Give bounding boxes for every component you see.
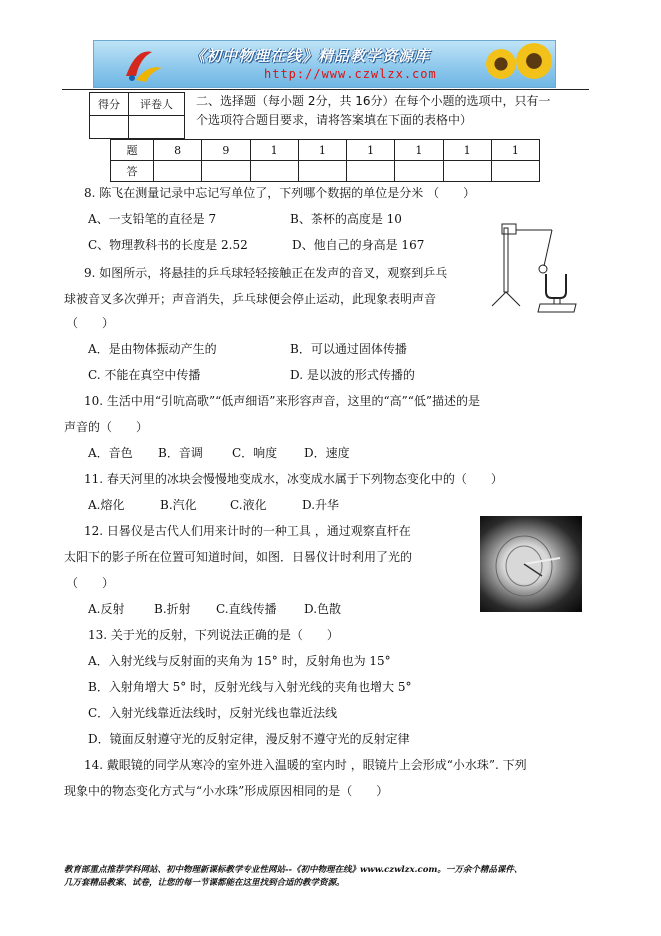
answer-cell[interactable] [443,161,491,182]
option-c: C.直线传播 [216,602,277,616]
option-d: D. 是以波的形式传播的 [290,368,415,382]
sundial-photo [480,516,582,612]
option-d: D、他自己的身高是 167 [292,238,425,252]
score-cell[interactable] [90,116,129,139]
grader-cell[interactable] [128,116,184,139]
option-a: A.反射 [88,602,125,616]
option-a: A．是由物体振动产生的 [88,342,217,356]
answer-table-row-label: 答 [111,161,154,182]
option-a: A、一支铅笔的直径是 7 [88,212,217,226]
option-d: D.升华 [302,498,340,512]
score-label: 得分 [90,93,129,116]
answer-cell[interactable] [491,161,539,182]
question-stem: 12. 日晷仪是古代人们用来计时的一种工具 ，通过观察直杆在 [84,524,411,538]
question-number-cell: 8 [154,140,202,161]
footer-line2: 几万套精品教案、试卷，让您的每一节课都能在这里找到合适的教学资源。 [64,878,345,888]
answer-cell[interactable] [298,161,346,182]
header-rule [62,89,589,90]
section-heading-line2: 个选项符合题目要求，请将答案填在下面的表格中） [196,113,473,127]
grader-label: 评卷人 [128,93,184,116]
question-stem: 11. 春天河里的冰块会慢慢地变成水，冰变成水属于下列物态变化中的（ ） [84,472,503,486]
question-number-cell: 1 [250,140,298,161]
section-heading-line1: 二、选择题（每小题 2分，共 16分）在每个小题的选项中，只有一 [196,94,551,108]
answer-cell[interactable] [395,161,443,182]
option-c: C．响度 [232,446,278,460]
site-banner [93,40,556,88]
option-a: A.熔化 [88,498,125,512]
question-stem: 10. 生活中用“引吭高歌”“低声细语”来形容声音，这里的“高”“低”描述的是 [84,394,480,408]
option-b: B、茶杯的高度是 10 [290,212,402,226]
option-a: A．入射光线与反射面的夹角为 15° 时，反射角也为 15° [88,654,391,668]
option-c: C. 不能在真空中传播 [88,368,201,382]
site-logo-icon [122,46,164,84]
option-b: B．音调 [158,446,203,460]
answer-table-row-label: 题 [111,140,154,161]
question-number-cell: 1 [443,140,491,161]
option-a: A．音色 [88,446,133,460]
question-stem: 太阳下的影子所在位置可知道时间，如图．日晷仪计时利用了光的 [64,550,413,564]
question-number-cell: 1 [491,140,539,161]
question-number-cell: 9 [202,140,250,161]
answer-cell[interactable] [347,161,395,182]
sunflower-icon [486,49,516,79]
banner-url[interactable]: http://www.czwlzx.com [264,67,437,81]
question-stem: 13. 关于光的反射，下列说法正确的是（ ） [88,628,339,642]
question-stem: 现象中的物态变化方式与“小水珠”形成原因相同的是（ ） [64,784,389,798]
question-stem: 8. 陈飞在测量记录中忘记写单位了，下列哪个数据的单位是分米 （ ） [84,186,476,200]
question-number-cell: 1 [347,140,395,161]
question-number-cell: 1 [395,140,443,161]
question-stem: 9. 如图所示，将悬挂的乒乓球轻轻接触正在发声的音叉，观察到乒乓 [84,266,448,280]
score-table [89,92,185,139]
sunflower-icon [516,43,552,79]
tuning-fork-figure [488,222,584,314]
option-d: D.色散 [304,602,342,616]
question-number-cell: 1 [298,140,346,161]
answer-cell[interactable] [250,161,298,182]
answer-table [110,139,540,182]
option-b: B.汽化 [160,498,197,512]
option-c: C、物理教科书的长度是 2.52 [88,238,248,252]
option-c: C.液化 [230,498,267,512]
banner-title: 《初中物理在线》精品教学资源库 [190,47,431,65]
question-stem: （ ） [66,576,115,590]
option-d: D．速度 [304,446,350,460]
question-stem: 声音的（ ） [64,420,149,434]
answer-cell[interactable] [154,161,202,182]
option-b: B.折射 [154,602,191,616]
question-stem: 球被音叉多次弹开；声音消失，乒乓球便会停止运动，此现象表明声音 [64,292,437,306]
question-stem: 14. 戴眼镜的同学从寒冷的室外进入温暖的室内时 ，眼镜片上会形成“小水珠”. 下列 [84,758,527,772]
option-c: C．入射光线靠近法线时，反射光线也靠近法线 [88,706,338,720]
option-d: D．镜面反射遵守光的反射定律，漫反射不遵守光的反射定律 [88,732,410,746]
option-b: B．入射角增大 5° 时，反射光线与入射光线的夹角也增大 5° [88,680,412,694]
answer-cell[interactable] [202,161,250,182]
footer-line1: 教育部重点推荐学科网站、初中物理新课标教学专业性网站--《初中物理在线》www.czwlzx.com。一万余个精品课件、 [64,865,523,875]
question-stem: （ ） [66,316,115,330]
option-b: B．可以通过固体传播 [290,342,407,356]
